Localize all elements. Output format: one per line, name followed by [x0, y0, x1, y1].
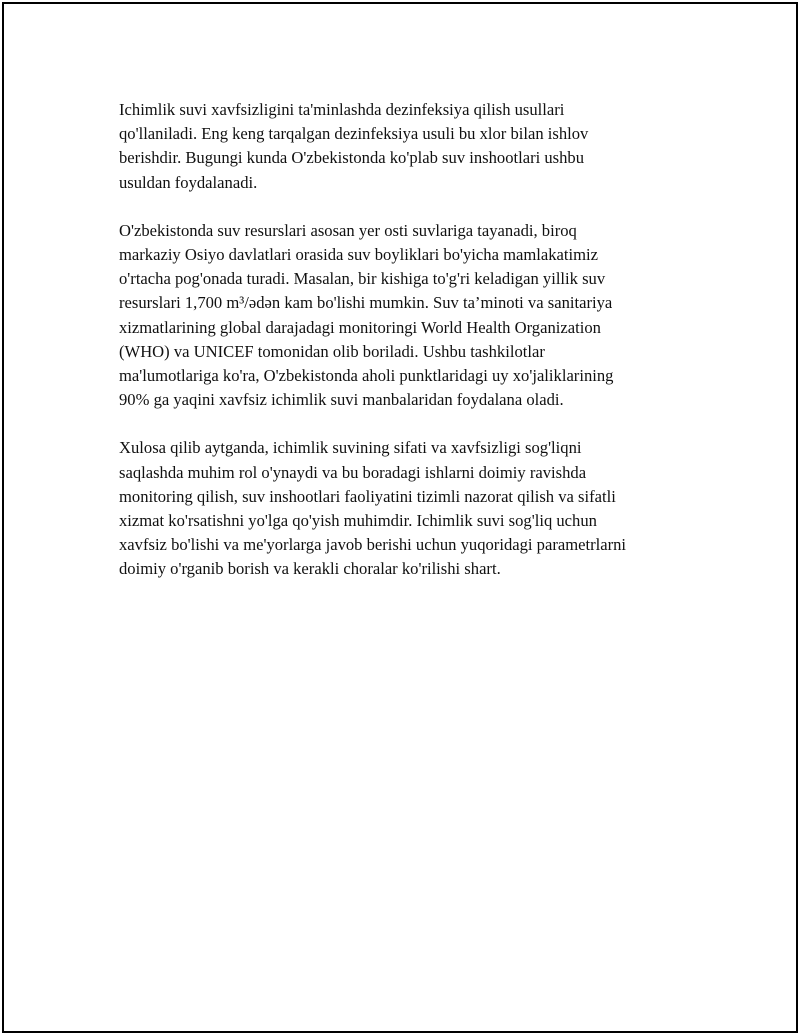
text-line: doimiy o'rganib borish va kerakli choralar ko'rilishi shart. — [119, 559, 501, 579]
text-line: saqlashda muhim rol o'ynaydi va bu boradagi ishlarni doimiy ravishda — [119, 462, 587, 482]
paragraph-water-resources — [119, 219, 704, 413]
text-line: O'zbekistonda suv resurslari asosan yer osti suvlariga tayanadi, biroq — [119, 220, 577, 240]
text-line: markaziy Osiyo davlatlari orasida suv boyliklari bo'yicha mamlakatimiz — [119, 245, 598, 265]
text-line: resurslari 1,700 m³/ədən kam bo'lishi mumkin. Suv ta’minoti va sanitariya — [119, 293, 613, 313]
paragraph-disinfection — [119, 98, 704, 195]
document-body — [119, 98, 704, 606]
text-line: usuldan foydalanadi. — [119, 172, 258, 192]
text-line: berishdir. Bugungi kunda O'zbekistonda ko'plab suv inshootlari ushbu — [119, 148, 585, 168]
text-line: monitoring qilish, suv inshootlari faoliyatini tizimli nazorat qilish va sifatli — [119, 486, 616, 506]
text-line: qo'llaniladi. Eng keng tarqalgan dezinfeksiya usuli bu xlor bilan ishlov — [119, 124, 589, 144]
text-line: Xulosa qilib aytganda, ichimlik suvining sifati va xavfsizligi sog'liqni — [119, 438, 582, 458]
text-line: xizmatlarining global darajadagi monitoringi World Health Organization — [119, 317, 601, 337]
text-line: Ichimlik suvi xavfsizligini ta'minlashda dezinfeksiya qilish usullari — [119, 100, 565, 119]
text-line: (WHO) va UNICEF tomonidan olib boriladi. Ushbu tashkilotlar — [119, 341, 545, 361]
text-line: xavfsiz bo'lishi va me'yorlarga javob berishi uchun yuqoridagi parametrlarni — [119, 535, 627, 555]
text-line: o'rtacha pog'onada turadi. Masalan, bir kishiga to'g'ri keladigan yillik suv — [119, 269, 606, 289]
text-line: 90% ga yaqini xavfsiz ichimlik suvi manbalaridan foydalana oladi. — [119, 390, 564, 410]
text-line: xizmat ko'rsatishni yo'lga qo'yish muhimdir. Ichimlik suvi sog'liq uchun — [119, 511, 597, 531]
text-line: ma'lumotlariga ko'ra, O'zbekistonda aholi punktlaridagi uy xo'jaliklarining — [119, 366, 614, 386]
paragraph-conclusion — [119, 436, 704, 581]
document-page — [2, 2, 798, 1033]
